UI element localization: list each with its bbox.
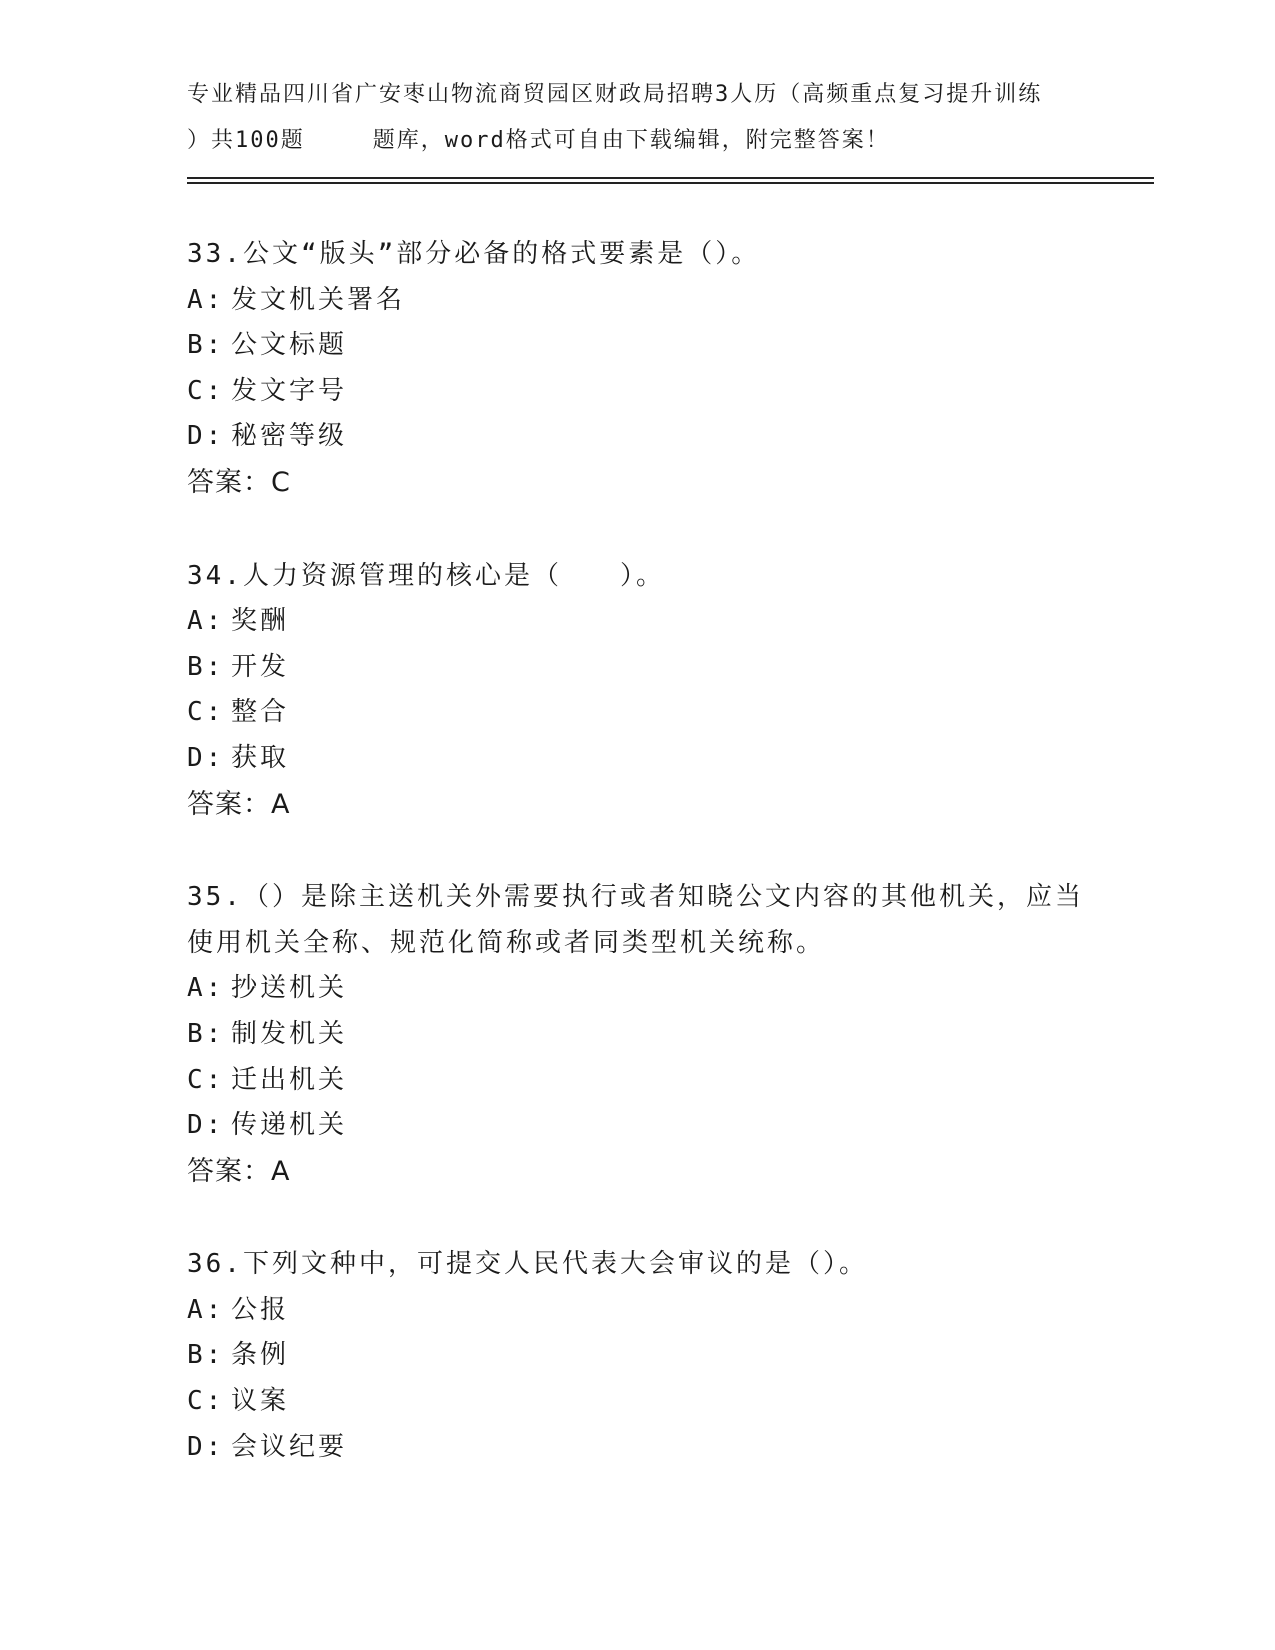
option-text: 公报 — [231, 1294, 290, 1325]
question-stem: 33.公文“版头”部分必备的格式要素是（）。 — [187, 239, 761, 269]
option-text: 秘密等级 — [231, 421, 348, 452]
answer: 答案：A — [187, 788, 291, 820]
option-text: 传递机关 — [231, 1110, 348, 1141]
option-text: 迁出机关 — [231, 1064, 348, 1095]
option-letter: D: — [187, 421, 225, 452]
question-36 — [187, 1242, 1087, 1470]
option-letter: C: — [187, 1386, 225, 1417]
option-text: 整合 — [231, 697, 290, 728]
option-b — [187, 1333, 1087, 1379]
option-c — [187, 1058, 1087, 1104]
question-stem-continued: 使用机关全称、规范化简称或者同类型机关统称。 — [187, 927, 826, 958]
document-header — [187, 72, 1087, 163]
option-letter: B: — [187, 1340, 225, 1371]
option-b — [187, 645, 1087, 691]
option-letter: A: — [187, 1294, 225, 1325]
option-b — [187, 1012, 1087, 1058]
option-text: 获取 — [231, 742, 290, 773]
option-letter: A: — [187, 606, 225, 637]
option-a — [187, 966, 1087, 1012]
option-letter: C: — [187, 1064, 225, 1095]
option-letter: A: — [187, 973, 225, 1004]
header-line-2-right: 题库，word格式可自由下载编辑，附完整答案！ — [372, 127, 890, 153]
question-stem: 34.人力资源管理的核心是（ ）。 — [187, 560, 665, 591]
option-d — [187, 736, 1087, 782]
option-letter: D: — [187, 742, 225, 773]
option-letter: C: — [187, 697, 225, 728]
option-text: 奖酬 — [231, 606, 290, 637]
header-line-2-left: ）共100题 — [187, 127, 305, 153]
option-c — [187, 369, 1087, 415]
question-35 — [187, 875, 1087, 1194]
option-b — [187, 323, 1087, 369]
option-a — [187, 599, 1087, 645]
option-text: 议案 — [231, 1386, 290, 1417]
option-text: 抄送机关 — [231, 973, 348, 1004]
option-letter: D: — [187, 1431, 225, 1462]
header-rule-top — [187, 177, 1154, 179]
option-c — [187, 690, 1087, 736]
option-text: 发文字号 — [231, 375, 348, 406]
option-letter: B: — [187, 1018, 225, 1049]
question-33 — [187, 232, 1087, 506]
option-d — [187, 1425, 1087, 1471]
question-34 — [187, 554, 1087, 828]
answer: 答案：C — [187, 466, 291, 498]
option-d — [187, 414, 1087, 460]
option-letter: B: — [187, 330, 225, 361]
option-text: 公文标题 — [231, 330, 348, 361]
option-text: 发文机关署名 — [231, 284, 406, 315]
option-letter: C: — [187, 375, 225, 406]
option-a — [187, 278, 1087, 324]
option-text: 会议纪要 — [231, 1431, 348, 1462]
option-letter: B: — [187, 651, 225, 682]
option-c — [187, 1379, 1087, 1425]
question-stem: 36.下列文种中，可提交人民代表大会审议的是（）。 — [187, 1249, 868, 1280]
answer: 答案：A — [187, 1155, 291, 1187]
question-stem: 35.（）是除主送机关外需要执行或者知晓公文内容的其他机关，应当 — [187, 882, 1084, 913]
option-text: 开发 — [231, 651, 290, 682]
option-letter: A: — [187, 284, 225, 315]
option-text: 条例 — [231, 1340, 290, 1371]
option-text: 制发机关 — [231, 1018, 348, 1049]
header-line-1: 专业精品四川省广安枣山物流商贸园区财政局招聘3人历（高频重点复习提升训练 — [187, 82, 1043, 107]
option-letter: D: — [187, 1110, 225, 1141]
header-line-2 — [187, 118, 1087, 164]
header-rule-bottom — [187, 182, 1154, 184]
option-a — [187, 1288, 1087, 1334]
question-list — [187, 232, 1087, 1518]
option-d — [187, 1103, 1087, 1149]
